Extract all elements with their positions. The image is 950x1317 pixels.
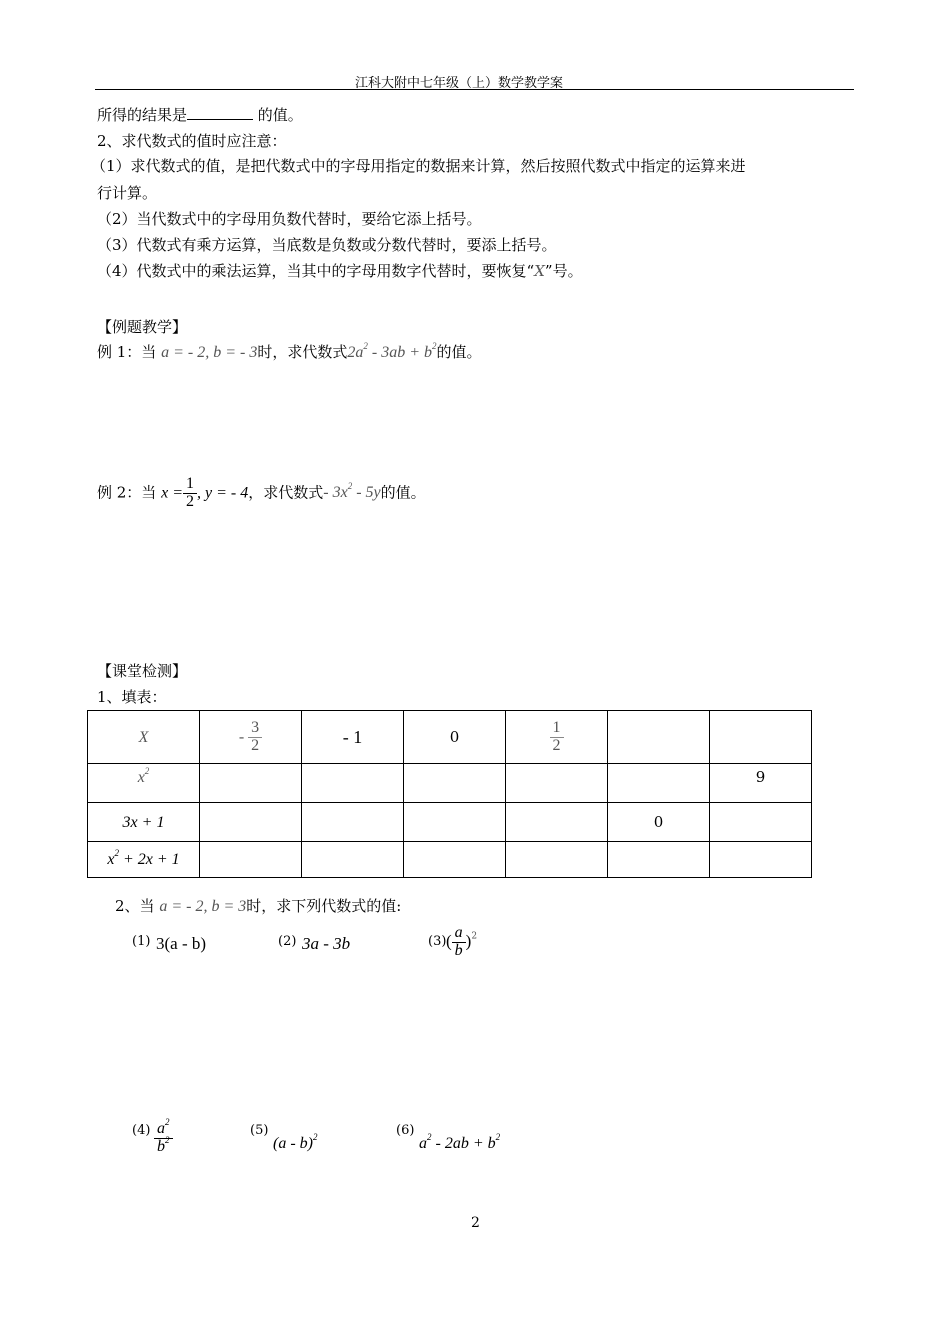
page-header-title: 江科大附中七年级（上）数学教学案: [355, 76, 564, 91]
row-header-x-squared: $x^2$: [88, 764, 200, 803]
note-1: （1）求代数式的值，是把代数式中的字母用指定的数据来计算，然后按照代数式中指定的运算来进: [91, 157, 746, 175]
row-header-x: X: [88, 711, 200, 764]
fraction-denominator: $b^2$: [154, 1138, 173, 1156]
item-4-expression: [154, 1117, 173, 1156]
fraction-denominator: 2: [248, 737, 262, 755]
cell-x-one-half: [506, 711, 608, 764]
table-cell: [506, 842, 608, 878]
fraction-denominator: 2: [550, 737, 564, 755]
page-number: 2: [471, 1215, 480, 1231]
example-1-mid: 时，求代数式: [257, 343, 348, 361]
table-cell: [506, 764, 608, 803]
example-1-label: 例 1：当: [97, 343, 157, 361]
item-6-number: (6): [396, 1123, 415, 1138]
table-row-3x-plus-1: [88, 803, 812, 842]
row-header-3x-plus-1: 3x + 1: [88, 803, 200, 842]
examples-section-title: 【例题教学】: [97, 318, 188, 336]
cell-x-blank-1: [608, 711, 710, 764]
item-3-expression: [446, 925, 477, 960]
intro-line-1-prefix: 所得的结果是: [97, 106, 188, 124]
fraction-a-over-b: [452, 925, 466, 960]
question-2: [115, 895, 401, 916]
item-5-number: (5): [250, 1123, 269, 1138]
cell-x-zero: [404, 711, 506, 764]
row-header-x2-2x-1: $x^2 + 2x + 1$: [88, 842, 200, 878]
example-2-mid: ，求代数式: [248, 483, 324, 502]
example-2-label: 例 2：当: [97, 483, 157, 502]
x-value-2: - 1: [342, 726, 363, 747]
table-row-x-squared: [88, 764, 812, 803]
point-2-title: 2、求代数式的值时应注意：: [97, 132, 287, 150]
table-cell: [200, 803, 302, 842]
note-2: （2）当代数式中的字母用负数代替时，要给它添上括号。: [97, 210, 482, 228]
example-2-x-condition: x =: [161, 484, 183, 502]
fraction-a2-over-b2: [154, 1117, 173, 1156]
item-2-number: (2): [278, 934, 297, 949]
fraction-numerator: $a^2$: [157, 1117, 170, 1137]
table-cell: [404, 764, 506, 803]
note-4-suffix: ”号。: [544, 262, 583, 280]
intro-line-1: [97, 104, 303, 125]
fraction-numerator: 1: [186, 475, 194, 492]
fraction-denominator: 2: [183, 493, 197, 511]
example-1-condition: a = - 2, b = - 3: [161, 344, 258, 361]
table-cell: [710, 842, 812, 878]
example-2: [97, 476, 426, 511]
fraction-denominator: b: [452, 942, 466, 960]
left-paren: (: [446, 931, 452, 951]
question-2-condition: a = - 2, b = 3: [159, 898, 247, 915]
item-3-number: (3): [428, 934, 447, 949]
example-1-expression: $2a^2 - 3ab + b^2$: [347, 341, 437, 361]
item-4-number: (4): [132, 1123, 151, 1138]
fraction-numerator: 1: [552, 718, 561, 736]
item-2-expression: 3a - 3b: [302, 934, 351, 953]
table-cell: [404, 842, 506, 878]
cell-x-blank-2: [710, 711, 812, 764]
item-1-expression: 3(a - b): [156, 934, 207, 953]
cell-x-neg-three-halves: [200, 711, 302, 764]
table-cell: [200, 764, 302, 803]
table-row-x2-2x-1: [88, 842, 812, 878]
fill-in-table: [87, 710, 812, 878]
table-cell: [608, 764, 710, 803]
item-1-number: (1): [132, 934, 151, 949]
question-2-prefix: 2、当: [115, 897, 155, 915]
table-cell: [608, 842, 710, 878]
note-3: （3）代数式有乘方运算，当底数是负数或分数代替时，要添上括号。: [97, 236, 557, 254]
right-paren: ): [465, 931, 472, 951]
item-5-expression: (a - b)$^2$: [273, 1132, 318, 1152]
header-divider: [95, 89, 854, 90]
table-cell: [302, 803, 404, 842]
neg-sign: -: [238, 728, 249, 745]
multiply-symbol: X: [534, 262, 545, 280]
note-4: [97, 260, 583, 281]
cell-x-neg-one: [302, 711, 404, 764]
note-1-cont: 行计算。: [97, 184, 158, 202]
table-cell: 9: [710, 764, 812, 803]
answer-blank: [187, 105, 253, 120]
example-2-expression: - $3x^2 - 5y$: [323, 481, 381, 502]
example-2-y-condition: , y = - 4: [197, 484, 249, 502]
table-cell: [506, 803, 608, 842]
x-value-3: 0: [449, 728, 460, 746]
example-1: [97, 341, 482, 362]
fraction-numerator: 3: [251, 718, 260, 736]
table-cell: [404, 803, 506, 842]
fraction-three-halves: [248, 720, 262, 755]
example-2-end: 的值。: [380, 483, 426, 502]
table-cell: [200, 842, 302, 878]
question-1-title: 1、填表：: [97, 688, 167, 706]
table-cell: 0: [608, 803, 710, 842]
example-2-fraction: [183, 476, 197, 511]
question-2-suffix: 时，求下列代数式的值:: [246, 897, 402, 915]
table-cell: [302, 764, 404, 803]
fraction-one-half: [550, 720, 564, 755]
note-4-prefix: （4）代数式中的乘法运算，当其中的字母用数字代替时，要恢复“: [97, 262, 535, 280]
table-row-x: [88, 711, 812, 764]
intro-line-1-suffix: 的值。: [253, 106, 303, 124]
exponent: 2: [471, 931, 478, 942]
check-section-title: 【课堂检测】: [97, 662, 188, 680]
example-1-end: 的值。: [436, 343, 482, 361]
table-cell: [710, 803, 812, 842]
fraction-numerator: a: [454, 924, 463, 941]
table-cell: [302, 842, 404, 878]
item-6-expression: $a^2 - 2ab + b^2$: [419, 1132, 501, 1152]
